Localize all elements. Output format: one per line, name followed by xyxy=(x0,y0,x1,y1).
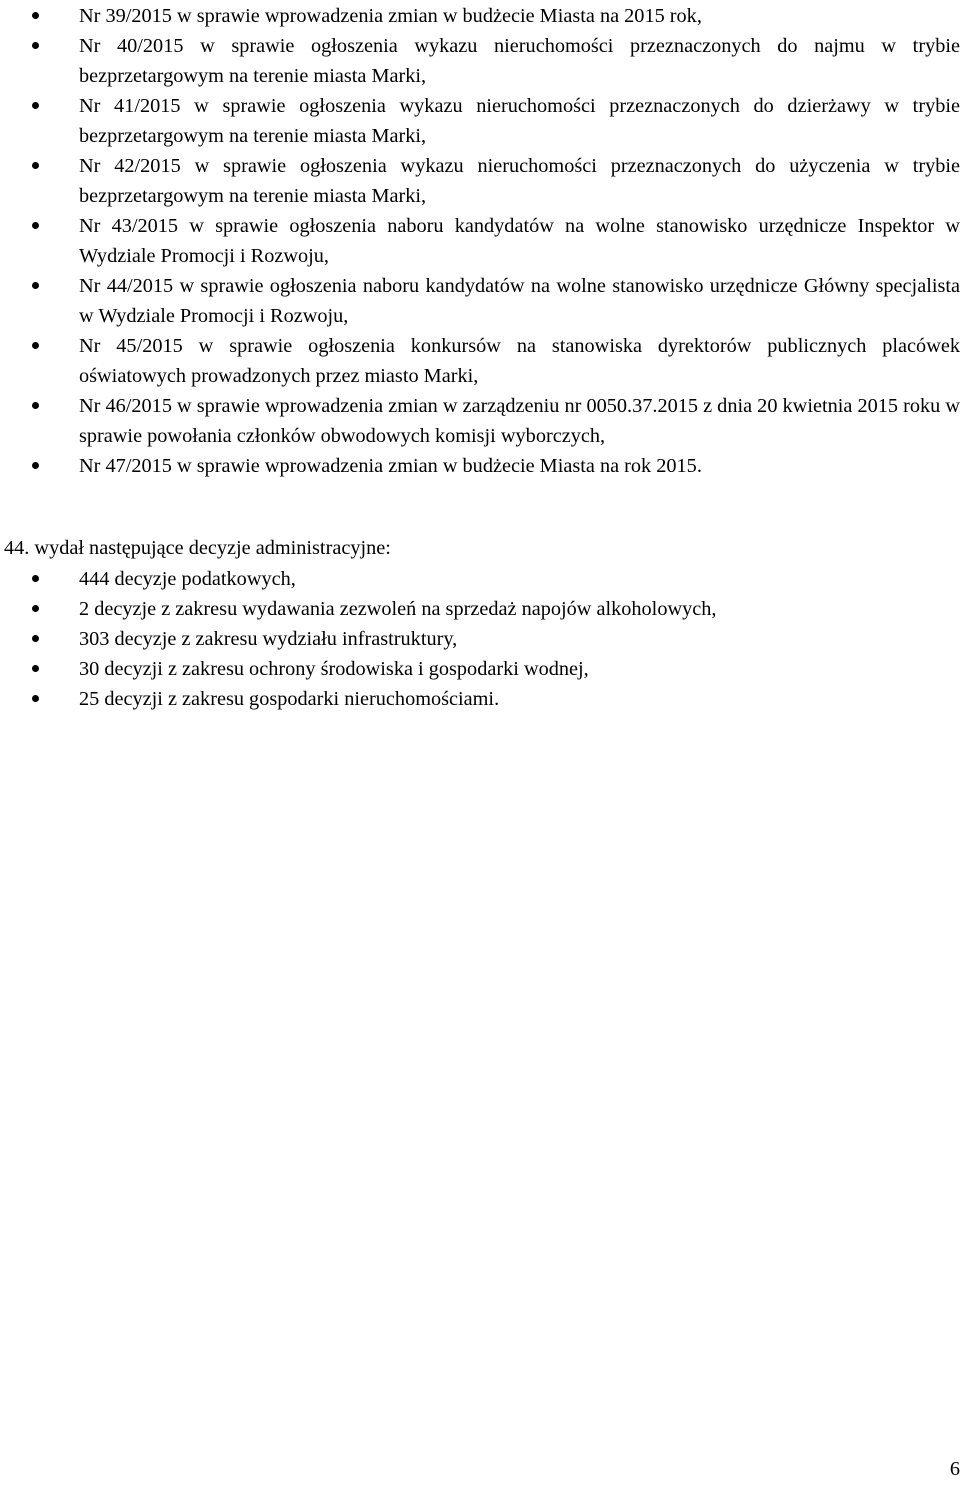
list-item-text: Nr 42/2015 w sprawie ogłoszenia wykazu nieruchomości przeznaczonych do użyczenia w trybie bezprzetargowym na terenie miasta Marki, xyxy=(79,155,960,207)
list-item-text: 303 decyzje z zakresu wydziału infrastruktury, xyxy=(79,628,458,650)
decisions-list xyxy=(0,564,960,714)
list-item-text: Nr 47/2015 w sprawie wprowadzenia zmian w budżecie Miasta na rok 2015. xyxy=(79,455,702,477)
list-item xyxy=(0,564,960,594)
list-item-text: Nr 43/2015 w sprawie ogłoszenia naboru kandydatów na wolne stanowisko urzędnicze Inspektor w Wydziale Promocji i Rozwoju, xyxy=(79,215,960,267)
bullet-icon xyxy=(32,342,39,349)
section-heading: 44. wydał następujące decyzje administracyjne: xyxy=(4,537,391,559)
list-item xyxy=(0,391,960,451)
list-item xyxy=(0,594,960,624)
list-item-text: Nr 44/2015 w sprawie ogłoszenia naboru kandydatów na wolne stanowisko urzędnicze Główny specjalista w Wydziale Promocji i Rozwoju, xyxy=(79,275,960,327)
bullet-icon xyxy=(32,42,39,49)
bullet-icon xyxy=(32,12,39,19)
list-item xyxy=(0,31,960,91)
list-item-text: Nr 45/2015 w sprawie ogłoszenia konkursów na stanowiska dyrektorów publicznych placówek oświatowych prowadzonych przez miasto Marki, xyxy=(79,335,960,387)
list-item-text: 444 decyzje podatkowych, xyxy=(79,568,296,590)
list-item xyxy=(0,451,960,481)
bullet-icon xyxy=(32,402,39,409)
list-item xyxy=(0,684,960,714)
list-item xyxy=(0,211,960,271)
page-number: 6 xyxy=(949,1458,960,1480)
bullet-icon xyxy=(32,462,39,469)
list-item xyxy=(0,91,960,151)
bullet-icon xyxy=(32,695,39,702)
bullet-icon xyxy=(32,665,39,672)
list-item xyxy=(0,331,960,391)
list-item xyxy=(0,1,960,31)
list-item-text: 30 decyzji z zakresu ochrony środowiska i gospodarki wodnej, xyxy=(79,658,589,680)
list-item-text: Nr 40/2015 w sprawie ogłoszenia wykazu nieruchomości przeznaczonych do najmu w trybie bezprzetargowym na terenie miasta Marki, xyxy=(79,35,960,87)
list-item xyxy=(0,271,960,331)
resolutions-list xyxy=(0,1,960,481)
bullet-icon xyxy=(32,222,39,229)
list-item xyxy=(0,654,960,684)
bullet-icon xyxy=(32,575,39,582)
list-item-text: 25 decyzji z zakresu gospodarki nieruchomościami. xyxy=(79,688,500,710)
bullet-icon xyxy=(32,635,39,642)
bullet-icon xyxy=(32,282,39,289)
list-item-text: Nr 41/2015 w sprawie ogłoszenia wykazu nieruchomości przeznaczonych do dzierżawy w trybie bezprzetargowym na terenie miasta Marki, xyxy=(79,95,960,147)
list-item-text: Nr 39/2015 w sprawie wprowadzenia zmian w budżecie Miasta na 2015 rok, xyxy=(79,5,702,27)
list-item-text: Nr 46/2015 w sprawie wprowadzenia zmian w zarządzeniu nr 0050.37.2015 z dnia 20 kwietnia 2015 roku w sprawie powołania członków obwodowych komisji wyborczych, xyxy=(79,395,960,447)
bullet-icon xyxy=(32,102,39,109)
list-item xyxy=(0,624,960,654)
bullet-icon xyxy=(32,162,39,169)
list-item-text: 2 decyzje z zakresu wydawania zezwoleń na sprzedaż napojów alkoholowych, xyxy=(79,598,717,620)
list-item xyxy=(0,151,960,211)
bullet-icon xyxy=(32,605,39,612)
